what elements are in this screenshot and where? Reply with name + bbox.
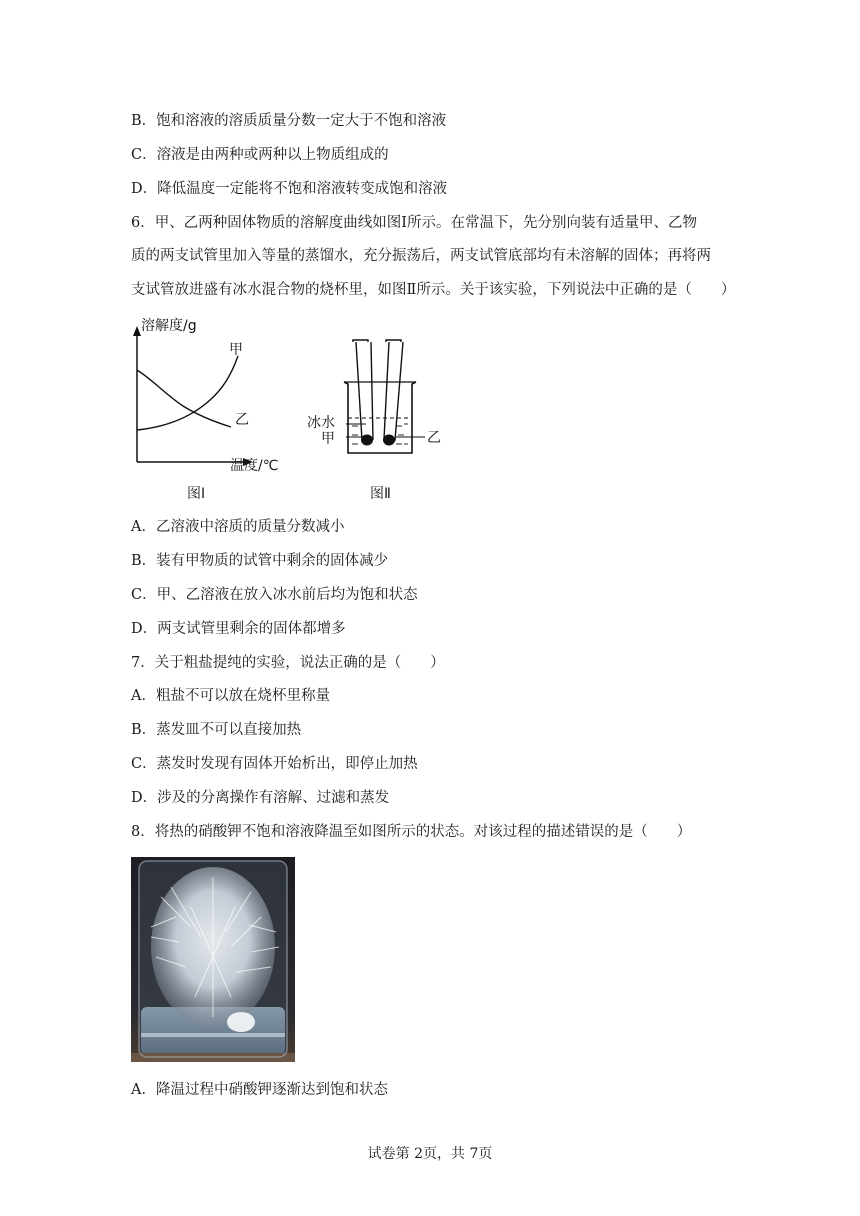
curve-jia-label: 甲 xyxy=(229,342,243,358)
q6-stem-line-2: 质的两支试管里加入等量的蒸馏水，充分振荡后，两支试管底部均有未溶解的固体；再将两 xyxy=(131,248,711,264)
solid-jia xyxy=(361,435,373,446)
q6-stem-line-3: 支试管放进盛有冰水混合物的烧杯里，如图Ⅱ所示。关于该实验，下列说法中正确的是（ ） xyxy=(131,282,736,298)
q7-stem: 7．关于粗盐提纯的实验，说法正确的是（ ） xyxy=(131,655,445,671)
test-tube-yi xyxy=(384,340,403,443)
q5-option-d: D．降低温度一定能将不饱和溶液转变成饱和溶液 xyxy=(131,181,448,197)
figure-2-caption: 图Ⅱ xyxy=(370,486,391,502)
q8-option-a: A．降温过程中硝酸钾逐渐达到饱和状态 xyxy=(131,1082,388,1098)
q7-option-c: C．蒸发时发现有固体开始析出，即停止加热 xyxy=(131,756,418,772)
q6-option-d: D．两支试管里剩余的固体都增多 xyxy=(131,621,346,637)
label-yi: 乙 xyxy=(427,430,441,446)
q6-option-a: A．乙溶液中溶质的质量分数减小 xyxy=(131,519,345,535)
q7-option-b: B．蒸发皿不可以直接加热 xyxy=(131,722,302,738)
q7-option-a: A．粗盐不可以放在烧杯里称量 xyxy=(131,688,330,704)
q8-stem: 8．将热的硝酸钾不饱和溶液降温至如图所示的状态。对该过程的描述错误的是（ ） xyxy=(131,824,692,840)
y-axis-label: 溶解度/g xyxy=(141,318,197,334)
q6-stem-line-1: 6．甲、乙两种固体物质的溶解度曲线如图Ⅰ所示。在常温下，先分别向装有适量甲、乙物 xyxy=(131,215,697,231)
figure-2-beaker-apparatus xyxy=(300,336,450,458)
q6-option-b: B．装有甲物质的试管中剩余的固体减少 xyxy=(131,553,389,569)
y-axis-arrow-icon xyxy=(133,326,141,336)
label-jia: 甲 xyxy=(321,431,335,447)
page-footer: 试卷第 2页，共 7页 xyxy=(367,1146,493,1162)
q6-option-c: C．甲、乙溶液在放入冰水前后均为饱和状态 xyxy=(131,587,418,603)
water-hatching xyxy=(352,424,408,444)
figure-1-caption: 图Ⅰ xyxy=(187,486,206,502)
test-tube-jia xyxy=(353,340,373,443)
label-icewater: 冰水 xyxy=(307,415,335,431)
figure-1-solubility-curves xyxy=(125,312,285,472)
curve-yi-label: 乙 xyxy=(235,412,249,428)
curve-jia xyxy=(137,356,238,430)
q5-option-c: C．溶液是由两种或两种以上物质组成的 xyxy=(131,147,389,163)
q7-option-d: D．涉及的分离操作有溶解、过滤和蒸发 xyxy=(131,790,390,806)
curve-yi xyxy=(137,370,231,427)
x-axis-label: 温度/℃ xyxy=(230,458,279,474)
q5-option-b: B．饱和溶液的溶质质量分数一定大于不饱和溶液 xyxy=(131,113,447,129)
crystal-jar-photo xyxy=(131,857,295,1062)
solid-yi xyxy=(383,435,395,446)
